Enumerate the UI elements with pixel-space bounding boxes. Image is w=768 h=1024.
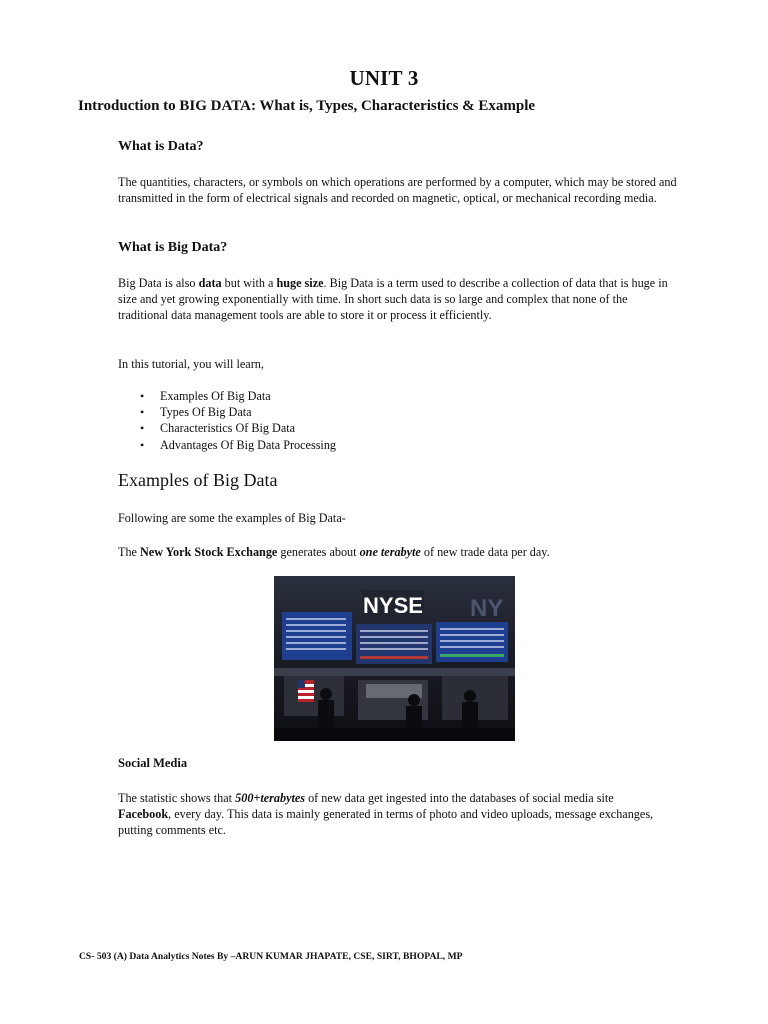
nyse-photo-illustration — [274, 576, 515, 741]
section-heading-what-is-big-data: What is Big Data? — [118, 240, 228, 255]
section-heading-what-is-data: What is Data? — [118, 139, 204, 154]
paragraph-social-media: The statistic shows that 500+terabytes of new data get ingested into the databases of social media site Facebook, every day. This data is mainly generated in terms of photo and video uploads, message exchanges, putting comments etc. — [118, 791, 654, 837]
unit-heading: UNIT 3 — [349, 66, 419, 90]
nyse-sign-text: NYSE — [363, 593, 423, 618]
section-heading-social-media: Social Media — [118, 756, 188, 770]
paragraph-big-data-definition: Big Data is also data but with a huge size. Big Data is a term used to describe a collection of data that is huge in size and yet growing exponentially with time. In short such data is so large and complex that none of the traditional data management tools are able to store it or process it efficiently. — [118, 276, 668, 322]
paragraph-what-is-data: The quantities, characters, or symbols on which operations are performed by a computer, which may be stored and transmitted in the form of electrical signals and recorded on magnetic, optical, or mechanical recording media. — [118, 175, 677, 205]
paragraph-examples-intro: Following are some the examples of Big Data- — [118, 511, 346, 525]
bold-facebook: Facebook — [118, 807, 169, 821]
nyse-trading-floor-photo — [274, 576, 515, 741]
list-item: • Examples Of Big Data — [118, 388, 336, 404]
page-title: Introduction to BIG DATA: What is, Types, Characteristics & Example — [78, 98, 536, 114]
bold-nyse: New York Stock Exchange — [140, 545, 278, 559]
bold-italic-500-terabytes: 500+terabytes — [235, 791, 306, 805]
list-item: • Advantages Of Big Data Processing — [118, 437, 336, 453]
bold-data: data — [198, 276, 222, 290]
paragraph-nyse: The New York Stock Exchange generates about one terabyte of new trade data per day. — [118, 545, 550, 559]
paragraph-tutorial-intro: In this tutorial, you will learn, — [118, 357, 264, 371]
american-flag — [298, 680, 314, 702]
bold-italic-one-terabyte: one terabyte — [359, 545, 421, 559]
page-footer: CS- 503 (A) Data Analytics Notes By –ARUN KUMAR JHAPATE, CSE, SIRT, BHOPAL, MP — [79, 951, 463, 962]
bold-huge-size: huge size — [276, 276, 324, 290]
list-item: • Characteristics Of Big Data — [118, 420, 336, 436]
list-item: • Types Of Big Data — [118, 404, 336, 420]
section-heading-examples: Examples of Big Data — [118, 470, 278, 490]
tutorial-bullet-list — [118, 388, 336, 453]
svg-text:NY: NY — [470, 595, 504, 622]
